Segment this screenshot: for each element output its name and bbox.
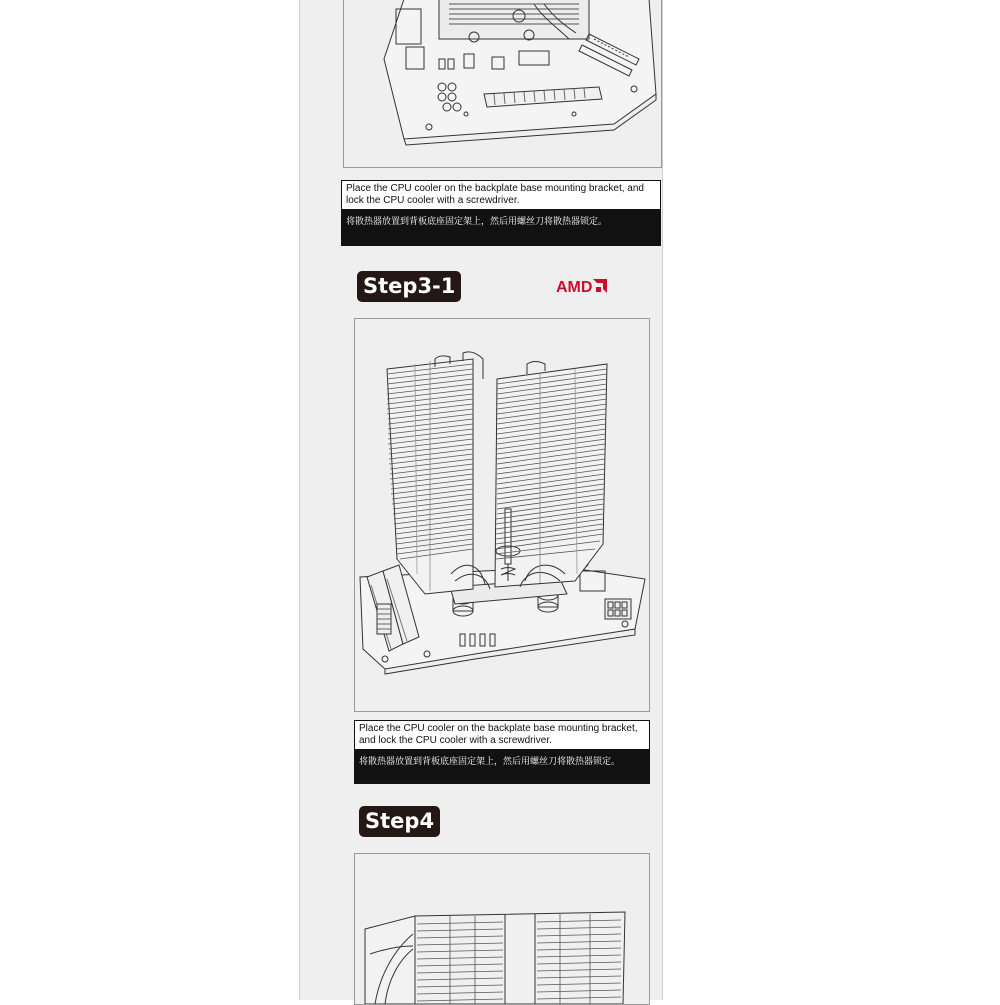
caption-cn: 将散热器放置到背板底座固定架上，然后用螺丝刀将散热器锁定。: [346, 217, 608, 227]
caption-box-2: [354, 720, 650, 784]
amd-logo: [556, 279, 607, 297]
motherboard-cooler-drawing-top: [344, 0, 661, 167]
illustration-step4: [354, 853, 650, 1005]
caption-cn: 将散热器放置到背板底座固定架上，然后用螺丝刀将散热器锁定。: [359, 757, 621, 767]
illustration-step3-1: [354, 318, 650, 712]
amd-arrow-icon: [593, 279, 607, 293]
step-label-4: Step4: [359, 806, 440, 837]
step-label-3-1: Step3-1: [357, 271, 461, 302]
caption-box-1: [341, 180, 661, 246]
fan-install-drawing: [355, 854, 649, 1004]
caption-en: Place the CPU cooler on the backplate base mounting bracket, and lock the CPU cooler with a screwdriver.: [342, 181, 660, 209]
caption-en: Place the CPU cooler on the backplate base mounting bracket, and lock the CPU cooler with a screwdriver.: [355, 721, 649, 749]
illustration-top: [343, 0, 662, 168]
cpu-cooler-drawing: [355, 319, 649, 711]
amd-logo-text: AMD: [556, 279, 593, 296]
